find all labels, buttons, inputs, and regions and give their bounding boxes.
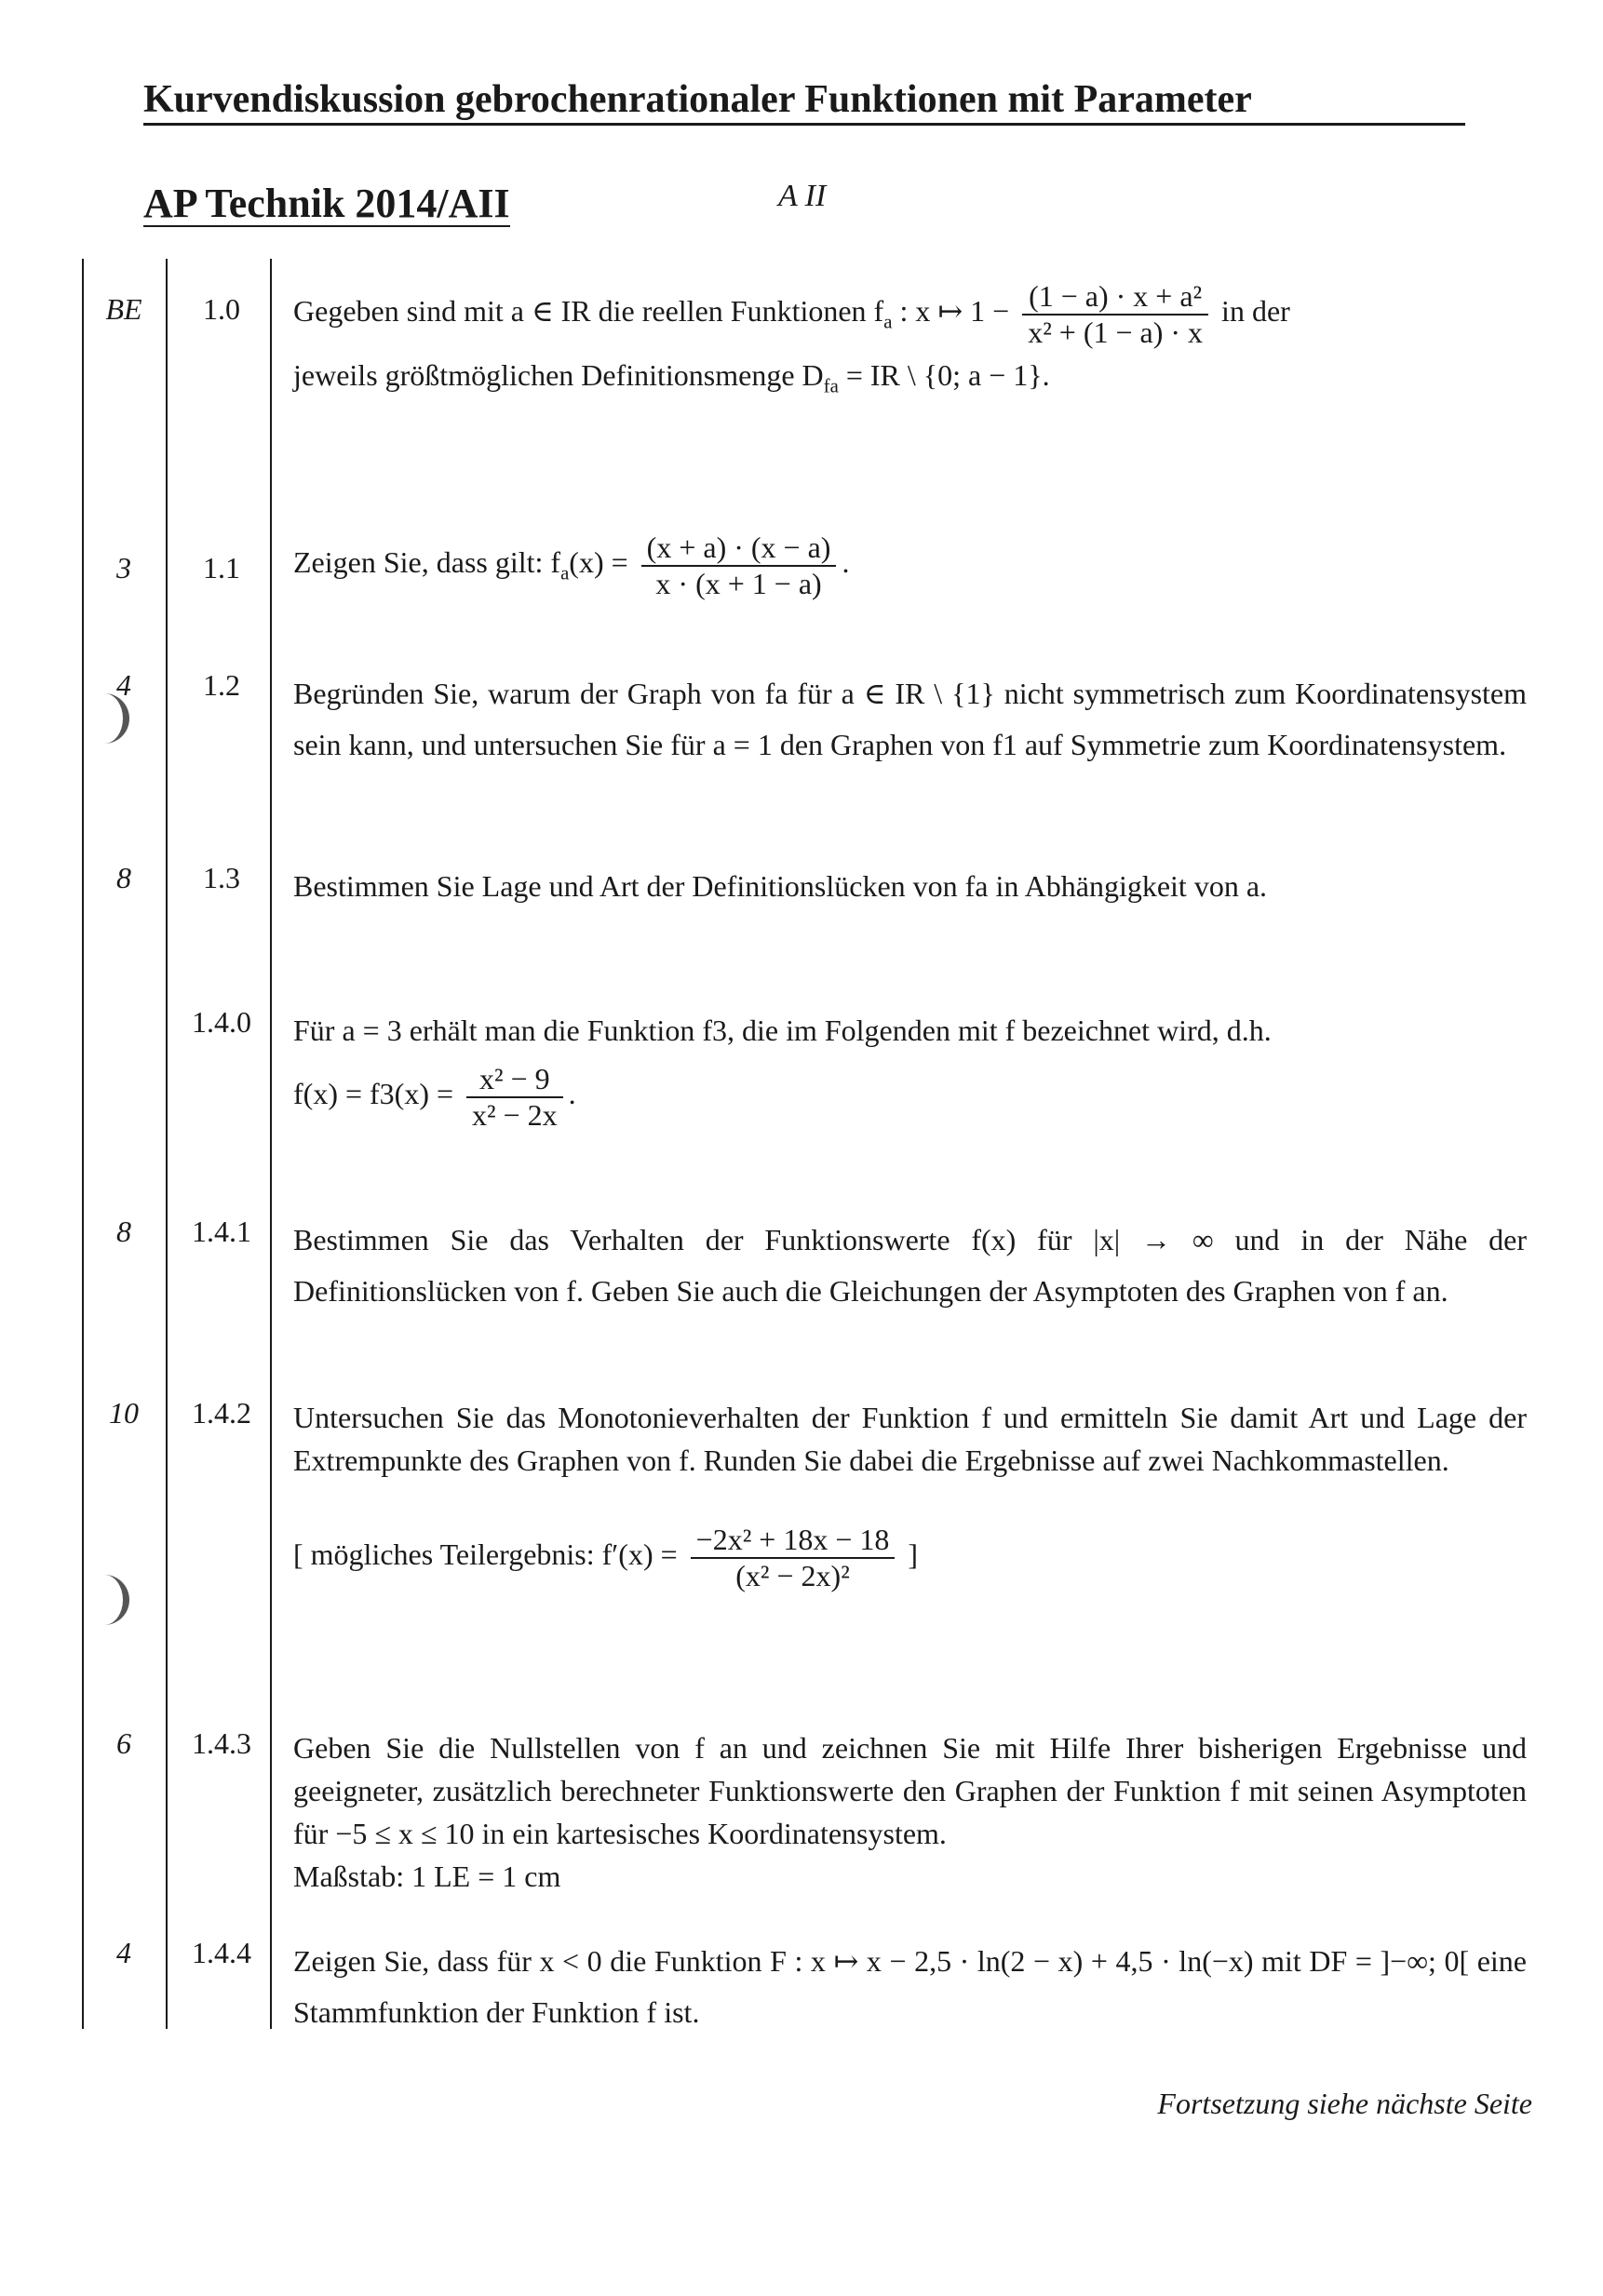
task-text: Bestimmen Sie das Verhalten der Funktionswerte f(x) für |x| → ∞ und in der Nähe der Definitionslücken von f. Geben Sie auch die Gleichungen der Asymptoten des Graphen von f an.: [293, 1223, 1527, 1308]
binder-hole-mark: [91, 1575, 129, 1625]
task-number: 1.4.2: [192, 1396, 251, 1430]
be-points: 10: [109, 1396, 139, 1430]
fraction: $\frac{\text{−2x² + 18x − 18}}{\text{(x² − 2x)²}}$: [691, 1523, 896, 1593]
task-number: 1.2: [203, 668, 240, 702]
section-label: A II: [778, 179, 827, 213]
be-points: 8: [116, 861, 131, 894]
task-number: 1.1: [203, 551, 240, 584]
be-points: 8: [116, 1215, 131, 1248]
task-number: 1.4.4: [192, 1936, 251, 1969]
task-number: 1.4.0: [192, 1005, 251, 1039]
task-text: Zeigen Sie, dass gilt: $f_a(x)$ = $\frac{(x + a) \cdot (x - a)}{x \cdot (x + 1 - a)}$ .: [293, 530, 850, 600]
exam-subtitle: AP Technik 2014/AII: [143, 181, 510, 226]
task-text: Für a = 3 erhält man die Funktion f3, die im Folgenden mit f bezeichnet wird, d.h. f(x) = f3(x) = $\frac{\text{x² − 9}}{\text{x² − 2x}}$ .: [293, 1014, 1272, 1132]
task-number: 1.4.1: [192, 1215, 251, 1248]
page-title: Kurvendiskussion gebrochenrationaler Funktionen mit Parameter: [143, 78, 1465, 126]
table-rule-number: [270, 259, 272, 2029]
table-rule-be: [166, 259, 168, 2029]
fraction: $\frac{\text{x² − 9}}{\text{x² − 2x}}$: [466, 1062, 563, 1133]
task-number: 1.4.3: [192, 1726, 251, 1760]
fraction: $\frac{(x + a) \cdot (x - a)}{x \cdot (x + 1 - a)}$: [641, 530, 837, 601]
continuation-note: Fortsetzung siehe nächste Seite: [1157, 2087, 1532, 2120]
be-points: 3: [116, 551, 131, 584]
be-points: 4: [116, 668, 131, 702]
task-number: 1.0: [203, 292, 240, 326]
table-rule-left: [82, 259, 84, 2029]
task-text: Geben Sie die Nullstellen von f an und zeichnen Sie mit Hilfe Ihrer bisherigen Ergebnisse und geeigneter, zusätzlich berechneter Funktionswerte den Graphen der Funktion f mit seinen Asymptoten für −5 ≤ x ≤ 10 in ein kartesisches Koordinatensystem. Maßstab: 1 LE = 1 cm: [293, 1731, 1527, 1893]
task-text: Bestimmen Sie Lage und Art der Definitionslücken von fa in Abhängigkeit von a.: [293, 869, 1268, 903]
be-header: BE: [105, 292, 142, 326]
be-points: 4: [116, 1936, 131, 1969]
fraction: $\frac{\text{(1 − a) · x + a²}}{\text{x² + (1 − a) · x}}$: [1022, 279, 1208, 350]
task-text: Untersuchen Sie das Monotonieverhalten der Funktion f und ermitteln Sie damit Art und Lage der Extrempunkte des Graphen von f. Runden Sie dabei die Ergebnisse auf zwei Nachkommastellen. [ mögliches Teilergebnis: f′(x) = $\frac{\text{−2x² + 18x − 18}}{\text{(x² − 2x)²}}$ ]: [293, 1401, 1527, 1592]
task-text: Begründen Sie, warum der Graph von fa für a ∈ IR \ {1} nicht symmetrisch zum Koordinatensystem sein kann, und untersuchen Sie für a = 1 den Graphen von f1 auf Symmetrie zum Koordinatensystem.: [293, 677, 1527, 761]
task-text: Gegeben sind mit a ∈ IR die reellen Funktionen $f_a$ : x ↦ 1 − $\frac{\text{(1 − a) · x + a²}}{\text{x² + (1 − a) · x}}$ in der jeweils größtmöglichen Definitionsmenge $D_{fa}$ = IR \ {0; a − 1}.: [293, 279, 1290, 396]
task-text: Zeigen Sie, dass für x < 0 die Funktion F : x ↦ x − 2,5 · ln(2 − x) + 4,5 · ln(−x) mit DF = ]−∞; 0[ eine Stammfunktion der Funktion f ist.: [293, 1944, 1527, 2029]
task-number: 1.3: [203, 861, 240, 894]
be-points: 6: [116, 1726, 131, 1760]
